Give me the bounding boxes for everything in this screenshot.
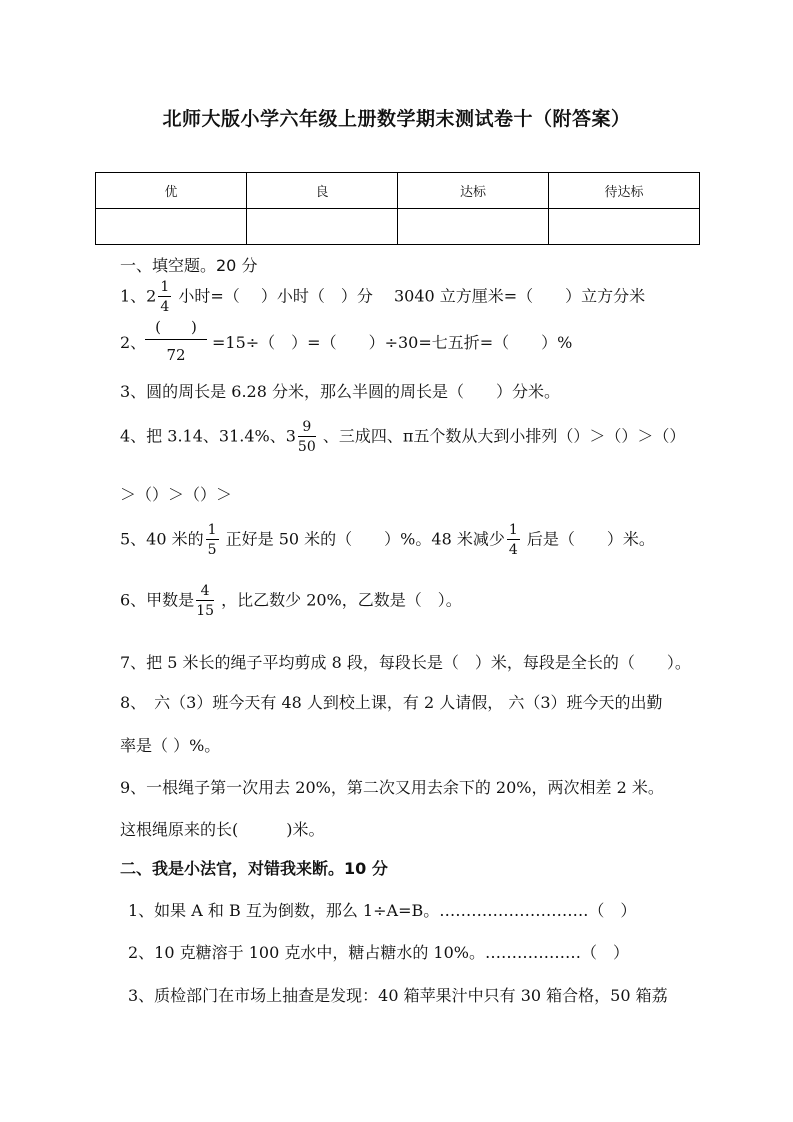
question-1: [120, 280, 645, 314]
question-4: [120, 420, 685, 454]
question-9-line1: 9、一根绳子第一次用去 20%，第二次又用去余下的 20%，两次相差 2 米。: [120, 778, 664, 797]
q2-frac-den: 72: [166, 346, 186, 364]
q5-prefix: 5、40 米的: [120, 529, 204, 549]
question-7: 7、把 5 米长的绳子平均剪成 8 段，每段长是（ ）米，每段是全长的（ ）。: [120, 653, 691, 672]
grade-table-header-row: [96, 173, 700, 209]
question-8-line1: 8、 六（3）班今天有 48 人到校上课，有 2 人请假， 六（3）班今天的出勤: [120, 693, 663, 712]
q6-prefix: 6、甲数是: [120, 590, 195, 610]
q1-text: 小时=（ ）小时（ ）分 3040 立方厘米=（ ）立方分米: [173, 286, 646, 306]
section1-heading: 一、填空题。20 分: [120, 256, 258, 275]
grade-cell-needs-work: [549, 209, 700, 245]
q1-fraction: [158, 280, 171, 314]
question-3: 3、圆的周长是 6.28 分米，那么半圆的周长是（ ）分米。: [120, 382, 560, 401]
question-8-line2: 率是（ ）%。: [120, 736, 221, 755]
q5-fraction-2: [507, 523, 520, 557]
q2-frac-num: ( ): [155, 318, 197, 336]
q5-frac2-num: 1: [508, 522, 518, 538]
q5-text: 后是（ ）米。: [521, 529, 655, 549]
q4-fraction: [298, 420, 316, 454]
q4-prefix: 4、把 3.14、31.4%、3: [120, 426, 296, 446]
q2-fraction: [145, 316, 207, 364]
q6-frac-den: 15: [196, 603, 215, 619]
grade-table-empty-row: [96, 209, 700, 245]
q6-text: ，比乙数少 20%，乙数是（ ）。: [216, 590, 462, 610]
q1-frac-den: 4: [160, 299, 170, 315]
grade-header-needs-work: 待达标: [549, 173, 700, 209]
grade-header-good: 良: [247, 173, 398, 209]
grade-cell-pass: [398, 209, 549, 245]
q5-fraction-1: [206, 523, 219, 557]
q1-prefix: 1、2: [120, 286, 157, 306]
q4-frac-den: 50: [297, 439, 316, 455]
question-6: [120, 584, 462, 618]
q1-frac-num: 1: [160, 279, 170, 295]
judge-question-1: 1、如果 A 和 B 互为倒数，那么 1÷A=B。……………………….（ ）: [128, 901, 637, 920]
q6-fraction: [196, 584, 214, 618]
question-5: [120, 523, 655, 557]
page-title: 北师大版小学六年级上册数学期末测试卷十（附答案）: [162, 108, 631, 130]
question-9-line2: 这根绳原来的长( )米。: [120, 820, 325, 839]
q6-frac-num: 4: [196, 584, 214, 601]
grade-cell-excellent: [96, 209, 247, 245]
grade-header-excellent: 优: [96, 173, 247, 209]
q5-mid: 正好是 50 米的（ ）%。48 米减少: [220, 529, 505, 549]
q2-text: =15÷（ ）=（ ）÷30=七五折=（ ）%: [212, 333, 573, 352]
q4-line2: ＞（）＞（）＞: [120, 485, 233, 504]
grade-cell-good: [247, 209, 398, 245]
q2-frac-bar: [145, 339, 207, 340]
q4-text: 、三成四、π五个数从大到小排列（）＞（）＞（）: [317, 426, 686, 446]
q4-frac-num: 9: [298, 420, 316, 437]
q5-frac1-den: 5: [207, 542, 217, 558]
q2-prefix: 2、: [120, 333, 147, 352]
q5-frac2-den: 4: [508, 542, 518, 558]
grade-table: [95, 172, 700, 245]
judge-question-2: 2、10 克糖溶于 100 克水中，糖占糖水的 10%。………………（ ）: [128, 943, 629, 962]
q5-frac1-num: 1: [207, 522, 217, 538]
section2-heading: 二、我是小法官，对错我来断。10 分: [120, 859, 388, 878]
judge-question-3: 3、质检部门在市场上抽查是发现：40 箱苹果汁中只有 30 箱合格，50 箱荔: [128, 986, 668, 1005]
grade-header-pass: 达标: [398, 173, 549, 209]
